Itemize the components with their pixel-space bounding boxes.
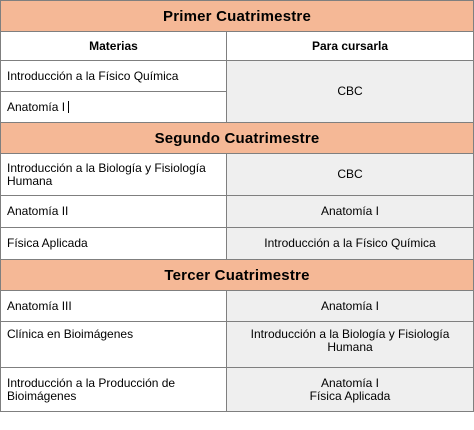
subject-cell[interactable]: [1, 92, 227, 123]
subject-cell[interactable]: Introducción a la Biología y Fisiología Humana: [1, 154, 227, 196]
text-cursor: [68, 101, 69, 113]
requirement-text: CBC: [337, 167, 363, 181]
subject-cell[interactable]: Anatomía II: [1, 196, 227, 228]
requirement-cell[interactable]: [227, 196, 474, 228]
section-header-row: [1, 123, 474, 154]
section-title: Primer Cuatrimestre: [1, 1, 474, 32]
requirement-text: Física Aplicada: [309, 388, 391, 403]
requirement-cell[interactable]: [227, 228, 474, 260]
column-header-row: [1, 32, 474, 61]
requirement-text: Anatomía I: [320, 298, 380, 313]
section-header-row: [1, 260, 474, 291]
subject-cell[interactable]: Introducción a la Producción de Bioimágenes: [1, 368, 227, 412]
subject-cell[interactable]: Introducción a la Físico Química: [1, 61, 227, 92]
column-header-para-cursarla: Para cursarla: [227, 32, 474, 61]
requirement-text: Introducción a la Físico Química: [264, 236, 436, 250]
requirement-text: Introducción a la Biología y Fisiología Humana: [250, 327, 450, 354]
table-row: [1, 368, 474, 412]
subject-cell[interactable]: Anatomía III: [1, 291, 227, 322]
requirement-cell[interactable]: [227, 322, 474, 368]
requirement-cell[interactable]: [227, 291, 474, 322]
table-row: [1, 196, 474, 228]
section-title: Segundo Cuatrimestre: [1, 123, 474, 154]
table-row: [1, 61, 474, 92]
section-title: Tercer Cuatrimestre: [1, 260, 474, 291]
section-header-row: [1, 1, 474, 32]
table-row: [1, 154, 474, 196]
table-row: [1, 291, 474, 322]
requirement-text: Anatomía I: [320, 375, 380, 390]
subject-text: Anatomía I: [7, 99, 66, 114]
subject-cell[interactable]: Clínica en Bioimágenes: [1, 322, 227, 368]
requirement-cell[interactable]: [227, 368, 474, 412]
subject-cell[interactable]: Física Aplicada: [1, 228, 227, 260]
table-row: [1, 228, 474, 260]
column-header-materias: Materias: [1, 32, 227, 61]
table-row: [1, 322, 474, 368]
requirement-text: Anatomía I: [320, 204, 380, 218]
requirement-cell[interactable]: [227, 154, 474, 196]
requirement-cell[interactable]: [227, 61, 474, 123]
requirement-text: CBC: [337, 84, 363, 98]
